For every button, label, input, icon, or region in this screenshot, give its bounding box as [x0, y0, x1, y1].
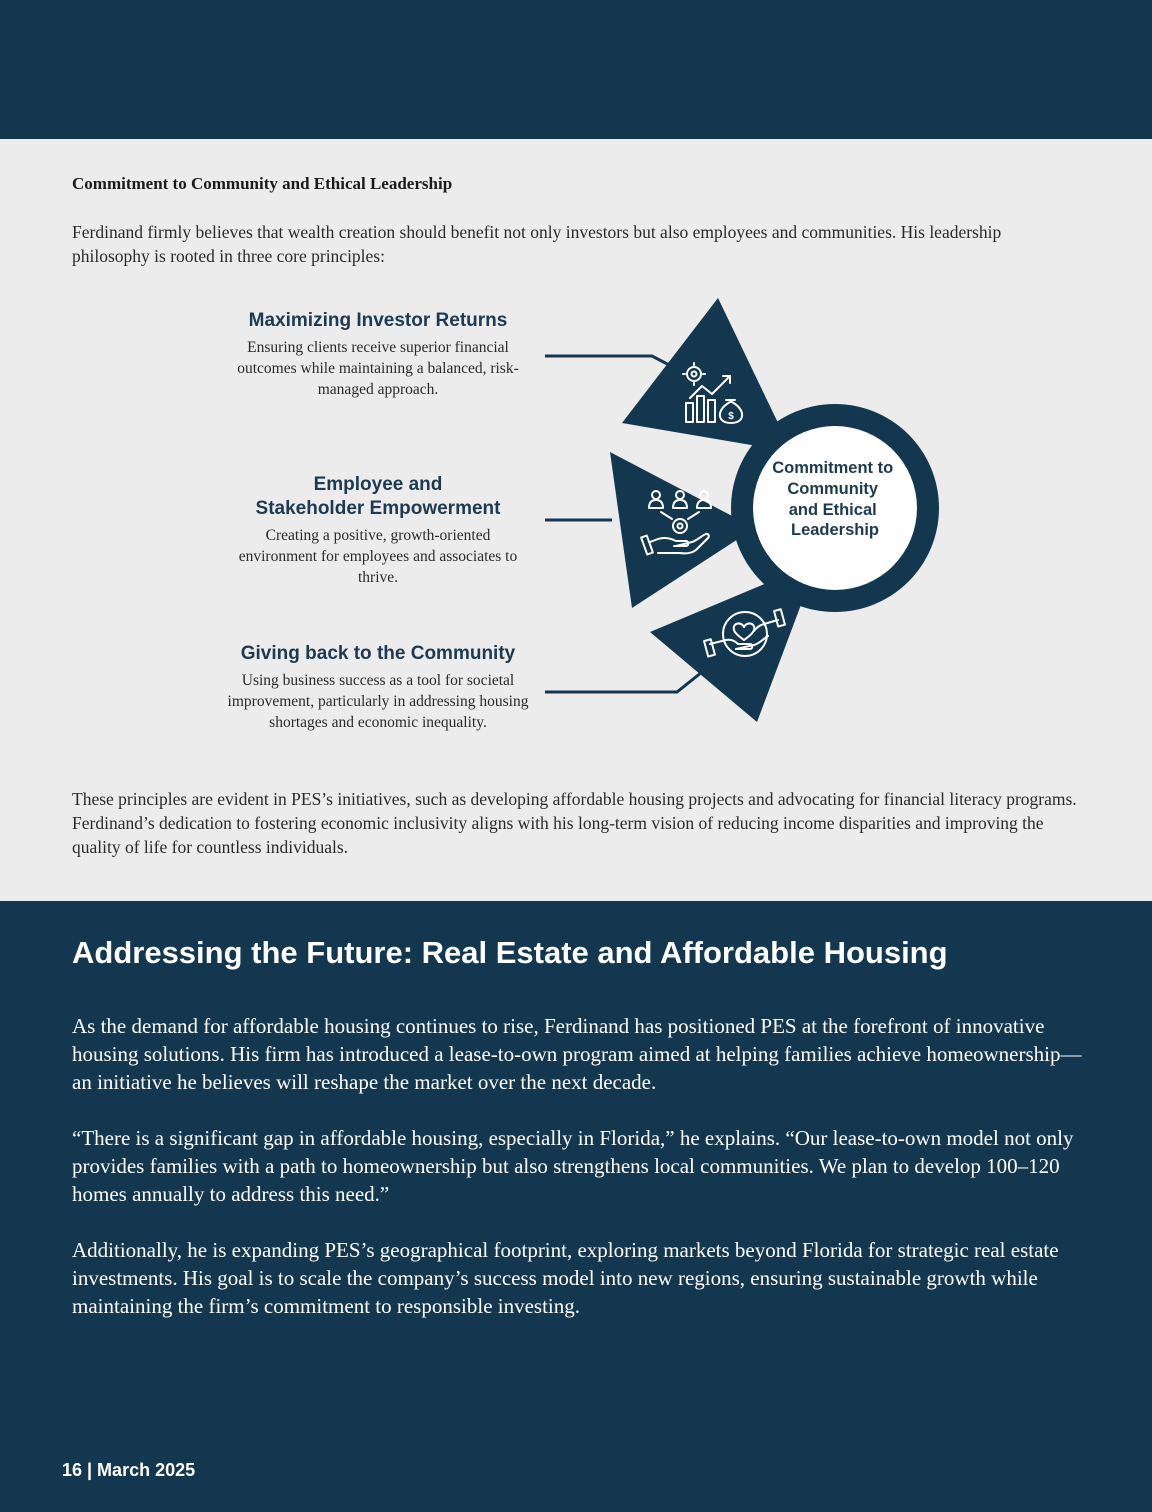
svg-text:$: $ [728, 411, 734, 422]
principles-diagram [540, 290, 960, 740]
feature-title: Addressing the Future: Real Estate and Affordable Housing [72, 935, 948, 970]
center-label-line: Commitment to [772, 459, 894, 477]
principle-blade-middle [610, 452, 755, 608]
center-label-line: Community [787, 480, 879, 498]
center-label-line: Leadership [790, 521, 880, 539]
section-closing: These principles are evident in PES’s initiatives, such as developing affordable housing projects and advocating for financial literacy programs. Ferdinand’s dedication to fostering economic inclusivity aligns with his long-term vision of reducing income disparities and improving the quality of life for countless individuals. [72, 789, 1077, 857]
section-intro: Ferdinand firmly believes that wealth creation should benefit not only investors but also employees and communities. His leadership philosophy is rooted in three core principles: [72, 222, 1002, 266]
section-heading: Commitment to Community and Ethical Leadership [72, 174, 453, 193]
principle-title: Maximizing Investor Returns [248, 310, 508, 331]
feature-paragraph: “There is a significant gap in affordable housing, especially in Florida,” he explains. “Our lease-to-own model not only provides families with a path to homeownership but also strengthens local communities. We plan to develop 100–120 homes annually to address this need.” [72, 1126, 1074, 1206]
principle-description: Using business success as a tool for societal improvement, particularly in addressing housing shortages and economic inequality. [227, 672, 529, 731]
center-label-line: and Ethical [788, 501, 877, 519]
principle-investor-returns [228, 309, 528, 400]
feature-paragraph: Additionally, he is expanding PES’s geographical footprint, exploring markets beyond Florida for strategic real estate investments. His goal is to scale the company’s success model into new regions, ensuring sustainable growth while maintaining the firm’s commitment to responsible investing. [72, 1238, 1059, 1318]
principle-description: Creating a positive, growth-oriented environment for employees and associates to thrive. [238, 527, 518, 586]
feature-paragraph: As the demand for affordable housing continues to rise, Ferdinand has positioned PES at the forefront of innovative housing solutions. His firm has introduced a lease-to-own program aimed at helping families achieve homeownership—an initiative he believes will reshape the market over the next decade. [72, 1014, 1082, 1094]
principle-blade-top [622, 298, 792, 452]
connector-line [545, 672, 702, 692]
principle-description: Ensuring clients receive superior financial outcomes while maintaining a balanced, risk-managed approach. [237, 339, 519, 398]
top-banner [0, 0, 1152, 139]
principle-title: Giving back to the Community [240, 643, 516, 664]
principle-title: Employee and Stakeholder Empowerment [255, 474, 501, 519]
page-footer: 16 | March 2025 [62, 1460, 196, 1480]
principle-employee-empowerment [228, 473, 528, 588]
principle-community [218, 642, 538, 733]
connector-line [545, 356, 675, 368]
